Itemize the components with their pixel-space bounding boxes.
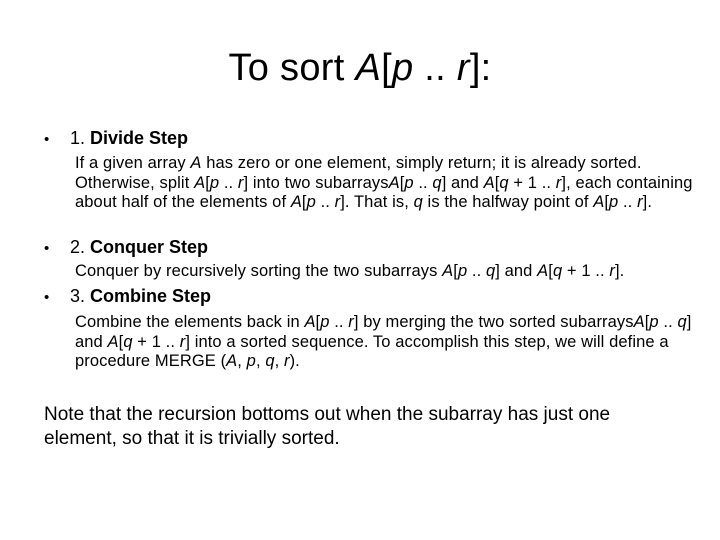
description-text: [ — [399, 173, 405, 192]
description-text: + 1 .. — [508, 173, 556, 192]
description-text: ] and — [441, 173, 484, 192]
description-text: .. — [315, 193, 335, 211]
description-text: [ — [604, 193, 610, 211]
description-text: ]. That is, — [340, 193, 414, 211]
math-symbol: r — [348, 313, 354, 331]
math-symbol: q — [123, 332, 133, 351]
title-range-dots: .. — [413, 47, 457, 89]
math-symbol: p — [404, 173, 414, 192]
math-symbol: r — [237, 173, 244, 192]
description-text: ). — [289, 352, 300, 370]
description-text: [ — [548, 262, 553, 280]
math-symbol: r — [283, 352, 290, 370]
description-text: .. — [329, 313, 349, 331]
description-text: .. — [618, 193, 638, 211]
description-text: [ — [205, 173, 210, 192]
math-symbol: A — [388, 173, 400, 192]
description-text: + 1 .. — [132, 332, 180, 351]
math-symbol: A — [537, 262, 549, 280]
math-symbol: A — [593, 193, 605, 211]
math-symbol: q — [413, 193, 423, 211]
math-symbol: p — [209, 173, 220, 192]
description-text: ] into two subarrays — [243, 173, 389, 192]
description-text: [ — [453, 262, 458, 280]
math-symbol: r — [179, 332, 186, 351]
step-number: 1. — [70, 128, 86, 148]
math-symbol: q — [265, 352, 275, 370]
title-index-p: p — [391, 47, 414, 89]
description-text: , — [255, 352, 266, 370]
slide-title — [0, 44, 720, 92]
description-text: , — [274, 352, 284, 370]
math-symbol: A — [442, 262, 454, 280]
description-text: [ — [494, 173, 500, 192]
math-symbol: q — [552, 262, 563, 280]
math-symbol: p — [649, 313, 659, 331]
description-text: Combine the elements back in — [75, 313, 305, 331]
step-2-description — [75, 262, 705, 282]
step-number: 2. — [70, 237, 86, 257]
description-text: If a given array — [75, 154, 191, 172]
math-symbol: q — [499, 173, 509, 192]
title-index-r: r — [456, 47, 470, 89]
description-text: + 1 .. — [562, 262, 610, 280]
description-text: ] and — [495, 262, 538, 280]
description-text: ], each containing about half of the elements of — [75, 173, 693, 211]
math-symbol: p — [306, 193, 316, 211]
description-text: has zero or one element, simply return; it is already sorted. Otherwise, split — [75, 154, 642, 192]
description-text: [ — [301, 193, 307, 211]
math-symbol: p — [457, 262, 468, 280]
title-array-name: A — [355, 47, 382, 89]
math-symbol: r — [637, 193, 643, 211]
description-text: ] into a sorted sequence. To accomplish this step, we will define a procedure MERGE ( — [75, 332, 669, 370]
description-text: [ — [644, 313, 650, 331]
step-1-heading — [44, 128, 188, 149]
description-text: ] and — [75, 313, 692, 351]
description-text: .. — [219, 173, 238, 192]
math-symbol: q — [485, 262, 496, 280]
step-3-description — [75, 313, 705, 372]
step-label: Combine Step — [90, 286, 212, 306]
bullet-icon: • — [44, 289, 50, 306]
math-symbol: A — [290, 193, 302, 211]
description-text: .. — [413, 173, 433, 192]
bullet-icon: • — [44, 131, 50, 148]
math-symbol: A — [304, 313, 316, 331]
bullet-icon: • — [44, 240, 50, 257]
step-label: Divide Step — [90, 128, 189, 148]
description-text: , — [237, 352, 247, 370]
math-symbol: A — [226, 352, 238, 370]
recursion-note: Note that the recursion bottoms out when the subarray has just one element, so that it is trivially sorted. — [44, 404, 611, 449]
math-symbol: r — [334, 193, 341, 211]
math-symbol: p — [246, 352, 256, 370]
math-symbol: A — [633, 313, 645, 331]
math-symbol: A — [190, 154, 202, 172]
description-text: is the halfway point of — [422, 193, 594, 211]
math-symbol: p — [609, 193, 619, 211]
step-label: Conquer Step — [90, 237, 209, 257]
step-3-heading — [44, 286, 211, 307]
math-symbol: A — [194, 173, 206, 192]
step-number: 3. — [70, 286, 86, 306]
description-text: [ — [315, 313, 321, 331]
step-2-heading — [44, 237, 208, 258]
description-text: Conquer by recursively sorting the two subarrays — [75, 262, 443, 280]
math-symbol: q — [432, 173, 442, 192]
math-symbol: r — [609, 262, 615, 280]
description-text: .. — [467, 262, 486, 280]
math-symbol: A — [483, 173, 495, 192]
description-text: ] by merging the two sorted subarrays — [353, 313, 634, 331]
description-text: .. — [658, 313, 678, 331]
math-symbol: p — [320, 313, 330, 331]
math-symbol: q — [677, 313, 687, 331]
description-text: ]. — [642, 193, 653, 211]
step-1-description — [75, 154, 705, 213]
title-bracket-close: ]: — [469, 47, 492, 89]
math-symbol: r — [555, 173, 562, 192]
title-bracket-open: [ — [381, 47, 392, 89]
title-prefix: To sort — [228, 47, 356, 89]
description-text: ]. — [614, 262, 625, 280]
description-text: [ — [118, 332, 124, 351]
math-symbol: A — [107, 332, 119, 351]
